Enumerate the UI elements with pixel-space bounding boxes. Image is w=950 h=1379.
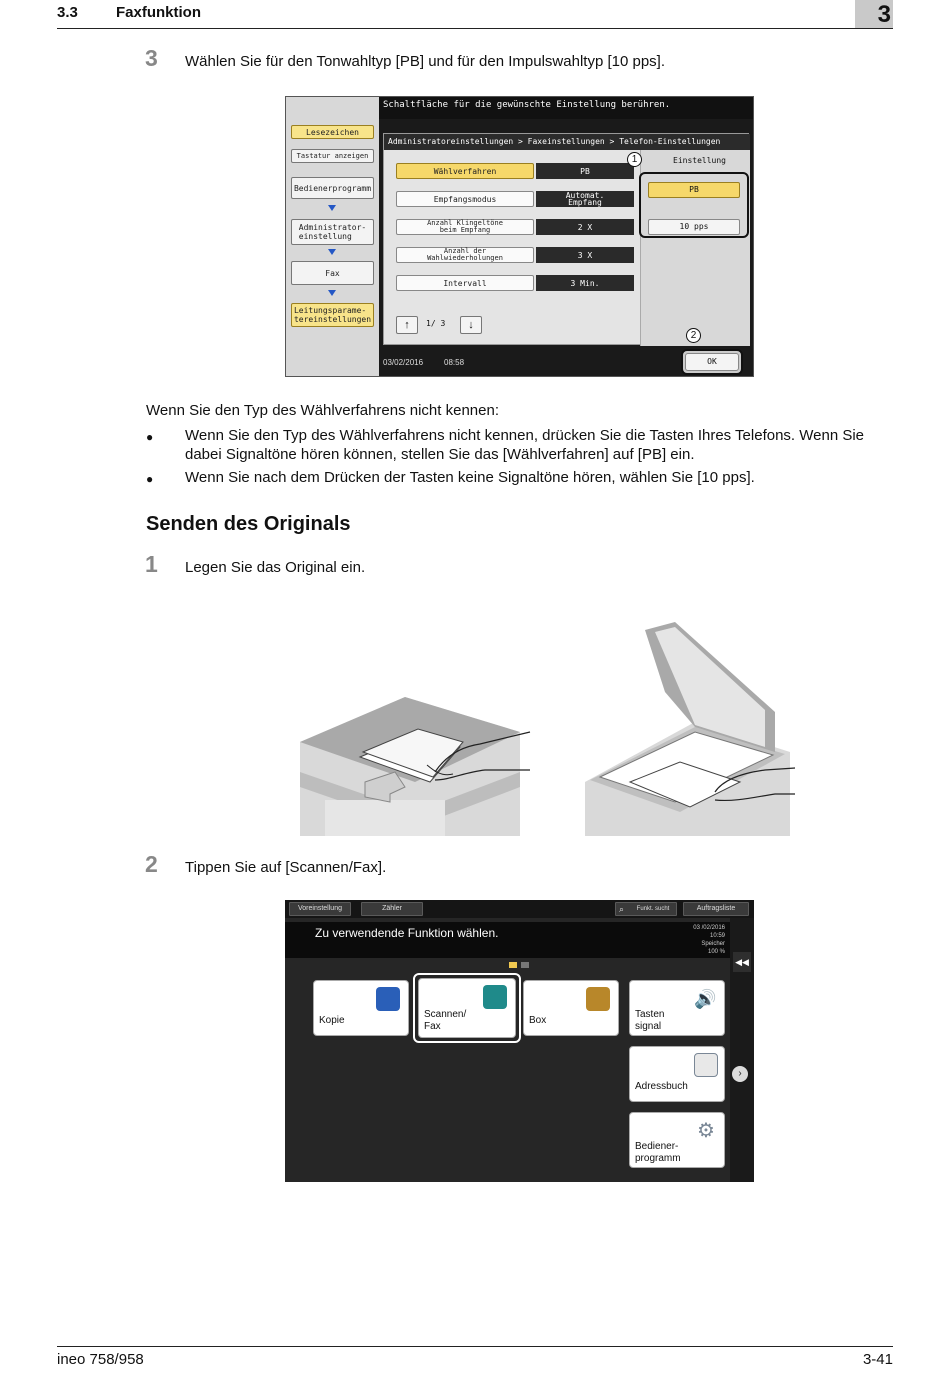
screen-title: Zu verwendende Funktion wählen.: [315, 926, 499, 940]
home-screen-screenshot: [285, 900, 754, 1182]
redial-count-value: 3 X: [536, 247, 634, 263]
bullet-text: Wenn Sie nach dem Drücken der Tasten keine Signaltöne hören, wählen Sie [10 pps].: [185, 469, 755, 486]
pager: [396, 316, 492, 334]
loading-original-illustration: [295, 622, 795, 836]
ring-count-value: 2 X: [536, 219, 634, 235]
line-params-nav-item[interactable]: Leitungsparame- tereinstellungen: [291, 303, 374, 327]
search-function-button[interactable]: [615, 902, 677, 916]
bullet-text: Wenn Sie den Typ des Wählverfahrens nicht kennen, drücken Sie die Tasten Ihres Telefons. Wenn Sie dabei Signaltöne hören können, stellen Sie das [Wählverfahren] auf [PB] ein.: [185, 427, 865, 463]
header-rule: [57, 28, 893, 29]
note-intro: Wenn Sie den Typ des Wählverfahrens nicht kennen:: [146, 402, 499, 419]
address-book-tile[interactable]: [629, 1046, 725, 1102]
dialing-method-button[interactable]: Wählverfahren: [396, 163, 534, 179]
callout-marker: 2: [686, 328, 701, 343]
utility-tile[interactable]: [629, 1112, 725, 1168]
callout-marker: 1: [627, 152, 642, 167]
search-function-label: Funkt. sucht: [636, 906, 670, 912]
step-text: Legen Sie das Original ein.: [185, 559, 366, 576]
step-number: 1: [145, 551, 158, 577]
interval-button[interactable]: Intervall: [396, 275, 534, 291]
step-text: Wählen Sie für den Tonwahltyp [PB] und für den Impulswahltyp [10 pps].: [185, 53, 665, 70]
status-time: 08:58: [444, 358, 465, 367]
footer-page-number: 3-41: [862, 1351, 893, 1368]
speaker-icon: 🔊: [694, 989, 717, 1009]
counter-button[interactable]: Zähler: [361, 902, 423, 916]
section-title: Faxfunktion: [116, 4, 201, 21]
footer-product: ineo 758/958: [57, 1351, 144, 1368]
fax-nav-item[interactable]: Fax: [291, 261, 374, 285]
down-arrow-icon: [328, 290, 336, 296]
status-info: 03 /02/2016 10:59 Speicher 100 %: [693, 925, 725, 955]
adf-drawing: [300, 697, 530, 836]
gear-icon: ⚙: [694, 1119, 718, 1143]
step-number: 3: [145, 45, 158, 71]
receive-mode-value: Automat. Empfang: [536, 191, 634, 207]
box-tile[interactable]: [523, 980, 619, 1036]
scan-fax-icon: [483, 985, 507, 1009]
bullet-icon: ●: [146, 472, 154, 486]
tile-label: Tasten signal: [635, 1009, 665, 1032]
pb-option-button[interactable]: PB: [648, 182, 740, 198]
key-tone-tile[interactable]: [629, 980, 725, 1036]
dialing-method-value: PB: [536, 163, 634, 179]
receive-mode-button[interactable]: Empfangsmodus: [396, 191, 534, 207]
screen-message: Schaltfläche für die gewünschte Einstellung berühren.: [379, 97, 754, 119]
tile-label: Scannen/ Fax: [424, 1009, 467, 1032]
page-up-icon[interactable]: ↑: [396, 316, 418, 334]
step-number: 2: [145, 851, 158, 877]
left-nav-panel: [286, 97, 379, 377]
section-number: 3.3: [57, 4, 78, 21]
footer-rule: [57, 1346, 893, 1347]
bullet-icon: ●: [146, 430, 154, 444]
breadcrumb: Administratoreinstellungen > Faxeinstellungen > Telefon-Einstellungen: [384, 134, 750, 150]
redial-count-button[interactable]: Anzahl der Wahlwiederholungen: [396, 247, 534, 263]
box-icon: [586, 987, 610, 1011]
down-arrow-icon: [328, 249, 336, 255]
job-list-button[interactable]: Auftragsliste: [683, 902, 749, 916]
main-panel: [379, 119, 754, 377]
status-date: 03/02/2016: [383, 358, 424, 367]
ok-button[interactable]: OK: [685, 353, 739, 371]
page-indicator: 1/ 3: [426, 319, 446, 328]
settings-panel: [383, 133, 749, 345]
search-icon: ⌕: [619, 904, 625, 914]
admin-settings-nav-item[interactable]: Administrator- einstellung: [291, 219, 374, 245]
page-dot-icon: [521, 962, 529, 968]
ring-count-button[interactable]: Anzahl Klingeltöne beim Empfang: [396, 219, 534, 235]
chapter-number: 3: [855, 0, 893, 28]
down-arrow-icon: [328, 205, 336, 211]
copy-tile[interactable]: [313, 980, 409, 1036]
address-book-icon: [694, 1053, 718, 1077]
scan-fax-tile[interactable]: [418, 978, 516, 1038]
collapse-icon[interactable]: ◀◀: [733, 952, 751, 972]
section-heading: Senden des Originals: [146, 513, 351, 535]
page-down-icon[interactable]: ↓: [460, 316, 482, 334]
keyboard-button[interactable]: Tastatur anzeigen: [291, 149, 374, 163]
utility-nav-item[interactable]: Bedienerprogramm: [291, 177, 374, 199]
next-page-icon[interactable]: ›: [732, 1066, 748, 1082]
flatbed-drawing: [585, 622, 795, 836]
page-dot-icon: [509, 962, 517, 968]
setting-label: Einstellung: [673, 156, 726, 165]
copy-icon: [376, 987, 400, 1011]
tile-label: Bediener- programm: [635, 1141, 681, 1164]
tile-label: Box: [529, 1015, 547, 1026]
settings-screenshot: [285, 96, 754, 377]
tile-label: Kopie: [319, 1015, 345, 1026]
interval-value: 3 Min.: [536, 275, 634, 291]
bookmark-button[interactable]: Lesezeichen: [291, 125, 374, 139]
step-text: Tippen Sie auf [Scannen/Fax].: [185, 859, 387, 876]
preset-button[interactable]: Voreinstellung: [289, 902, 351, 916]
tile-label: Adressbuch: [635, 1081, 688, 1092]
10pps-option-button[interactable]: 10 pps: [648, 219, 740, 235]
